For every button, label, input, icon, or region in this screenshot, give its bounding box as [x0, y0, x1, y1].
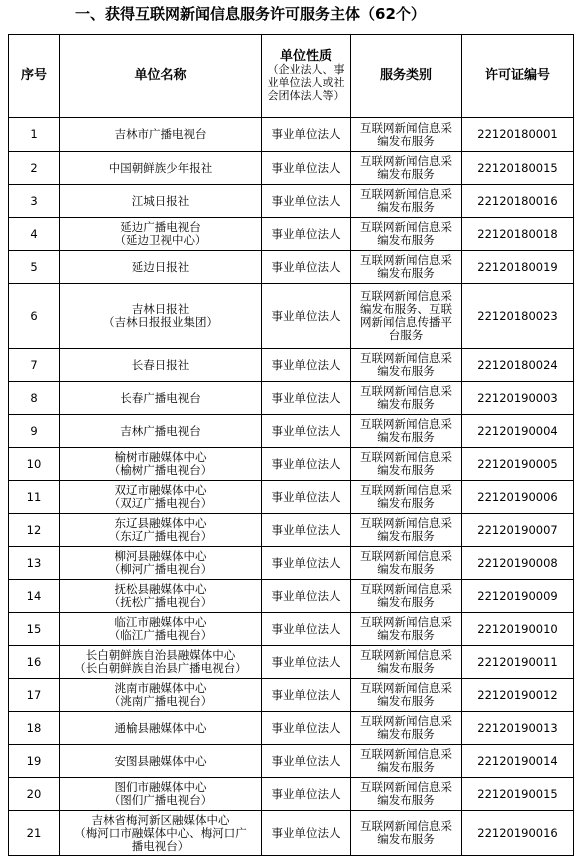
cell-name-line: （抚松广播电视台）: [108, 595, 213, 609]
cell-name-line: 双辽市融媒体中心: [114, 483, 207, 497]
cell-license: 22120180015: [462, 152, 574, 185]
cell-seq: 20: [9, 778, 60, 811]
cell-service-line: 互联网新闻信息采: [360, 154, 452, 168]
cell-service-line: 互联网新闻信息采: [360, 450, 452, 464]
cell-name-line: 柳河县融媒体中心: [114, 549, 207, 563]
cell-license: 22120190012: [462, 679, 574, 712]
cell-nature: 事业单位法人: [262, 415, 351, 448]
cell-service-line: 编发布服务: [377, 233, 435, 247]
cell-license: 22120180018: [462, 218, 574, 251]
table-row: [9, 481, 574, 514]
cell-service: [351, 118, 462, 152]
cell-service-line: 互联网新闻信息采: [360, 648, 452, 662]
cell-name-line: 延边广播电视台: [120, 220, 201, 234]
cell-seq: 15: [9, 613, 60, 646]
table-row: [9, 613, 574, 646]
cell-name-line: 图们市融媒体中心: [114, 780, 207, 794]
cell-service-line: 互联网新闻信息采: [360, 747, 452, 761]
cell-service-line: 编发布服务、互联: [360, 302, 452, 316]
cell-seq: 17: [9, 679, 60, 712]
licensed-entities-table: [8, 34, 574, 856]
cell-seq: 7: [9, 349, 60, 382]
cell-name: [60, 646, 262, 679]
cell-service-line: 编发布服务: [377, 200, 435, 214]
cell-service-line: 编发布服务: [377, 694, 435, 708]
cell-name: [60, 382, 262, 415]
table-row: [9, 284, 574, 349]
cell-name-line: 长春广播电视台: [120, 390, 201, 405]
cell-nature: 事业单位法人: [262, 778, 351, 811]
cell-seq: 1: [9, 118, 60, 152]
cell-service-line: 编发布服务: [377, 463, 435, 477]
cell-name-line: 中国朝鲜族少年报社: [108, 160, 213, 175]
cell-name-line: 榆树市融媒体中心: [114, 450, 207, 464]
cell-service: [351, 382, 462, 415]
cell-service-line: 互联网新闻信息采: [360, 253, 452, 267]
cell-license: 22120190003: [462, 382, 574, 415]
cell-name-line: （吉林日报报业集团）: [103, 315, 218, 329]
cell-seq: 5: [9, 251, 60, 284]
cell-name-line: 吉林广播电视台: [120, 423, 201, 438]
cell-license: 22120190015: [462, 778, 574, 811]
header-nature-main: 单位性质: [279, 49, 332, 64]
table-row: [9, 382, 574, 415]
cell-service-line: 编发布服务: [377, 832, 435, 846]
cell-name-line: （延边卫视中心）: [114, 233, 207, 247]
cell-service: [351, 218, 462, 251]
cell-name-line: 吉林省梅河新区融媒体中心: [91, 812, 230, 827]
cell-service-line: 编发布服务: [377, 397, 435, 411]
cell-service-line: 台服务: [388, 328, 424, 342]
cell-name: [60, 481, 262, 514]
table-row: [9, 811, 574, 856]
cell-service-line: 编发布服务: [377, 133, 435, 148]
cell-service-line: 互联网新闻信息采: [360, 220, 452, 234]
table-row: [9, 514, 574, 547]
cell-service-line: 互联网新闻信息采: [360, 417, 452, 431]
cell-license: 22120190014: [462, 745, 574, 778]
cell-nature: 事业单位法人: [262, 284, 351, 349]
cell-name: [60, 284, 262, 349]
cell-seq: 6: [9, 284, 60, 349]
cell-name-line: （双辽广播电视台）: [108, 496, 213, 510]
cell-license: 22120190016: [462, 811, 574, 856]
cell-nature: 事业单位法人: [262, 218, 351, 251]
cell-name-line: （东辽广播电视台）: [108, 529, 213, 543]
cell-service: [351, 745, 462, 778]
cell-license: 22120190007: [462, 514, 574, 547]
cell-name-line: 临江市融媒体中心: [114, 615, 207, 629]
cell-service: [351, 448, 462, 481]
table-row: [9, 415, 574, 448]
cell-nature: 事业单位法人: [262, 646, 351, 679]
cell-license: 22120190009: [462, 580, 574, 613]
cell-service-line: 编发布服务: [377, 364, 435, 378]
cell-service-line: 编发布服务: [377, 430, 435, 444]
cell-seq: 19: [9, 745, 60, 778]
cell-name: [60, 218, 262, 251]
cell-license: 22120180019: [462, 251, 574, 284]
cell-license: 22120180016: [462, 185, 574, 218]
cell-service: [351, 613, 462, 646]
cell-service: [351, 251, 462, 284]
cell-name-line: 长春日报社: [131, 357, 190, 372]
cell-nature: 事业单位法人: [262, 152, 351, 185]
cell-license: 22120190005: [462, 448, 574, 481]
cell-nature: 事业单位法人: [262, 745, 351, 778]
cell-license: 22120190004: [462, 415, 574, 448]
cell-seq: 4: [9, 218, 60, 251]
cell-seq: 10: [9, 448, 60, 481]
cell-nature: 事业单位法人: [262, 547, 351, 580]
cell-license: 22120190010: [462, 613, 574, 646]
cell-name: [60, 778, 262, 811]
cell-service: [351, 152, 462, 185]
table-header-row: [9, 35, 574, 118]
header-license: 许可证编号: [462, 35, 574, 118]
cell-name: [60, 349, 262, 382]
cell-nature: 事业单位法人: [262, 580, 351, 613]
table-row: [9, 547, 574, 580]
cell-seq: 8: [9, 382, 60, 415]
cell-name-line: 延边日报社: [131, 259, 190, 274]
cell-service-line: 互联网新闻信息采: [360, 714, 452, 728]
cell-service-line: 互联网新闻信息采: [360, 582, 452, 596]
cell-name-line: 吉林市广播电视台: [114, 127, 207, 141]
cell-service-line: 编发布服务: [377, 496, 435, 510]
cell-service-line: 编发布服务: [377, 595, 435, 609]
table-row: [9, 580, 574, 613]
cell-seq: 2: [9, 152, 60, 185]
cell-nature: 事业单位法人: [262, 118, 351, 152]
cell-service-line: 编发布服务: [377, 562, 435, 576]
cell-service: [351, 415, 462, 448]
cell-name-line: （柳河广播电视台）: [108, 562, 213, 576]
table-row: [9, 218, 574, 251]
cell-service: [351, 811, 462, 856]
cell-service-line: 编发布服务: [377, 529, 435, 543]
cell-name: [60, 745, 262, 778]
cell-license: 22120180024: [462, 349, 574, 382]
cell-seq: 21: [9, 811, 60, 856]
cell-name-line: （图们广播电视台）: [108, 793, 213, 807]
cell-name-line: 东辽县融媒体中心: [114, 516, 207, 530]
cell-name: [60, 613, 262, 646]
header-nature: [262, 35, 351, 118]
cell-service: [351, 284, 462, 349]
cell-service-line: 互联网新闻信息采: [360, 120, 452, 135]
cell-name: [60, 185, 262, 218]
header-seq: 序号: [9, 35, 60, 118]
cell-service-line: 互联网新闻信息采: [360, 483, 452, 497]
cell-service: [351, 547, 462, 580]
cell-nature: 事业单位法人: [262, 613, 351, 646]
cell-license: 22120180001: [462, 118, 574, 152]
cell-service-line: 互联网新闻信息采: [360, 516, 452, 530]
cell-name-line: 通榆县融媒体中心: [114, 720, 207, 735]
cell-nature: 事业单位法人: [262, 481, 351, 514]
cell-nature: 事业单位法人: [262, 185, 351, 218]
cell-nature: 事业单位法人: [262, 382, 351, 415]
table-row: [9, 185, 574, 218]
cell-name-line: （梅河口市融媒体中心、梅河口广: [74, 825, 247, 840]
cell-service-line: 编发布服务: [377, 793, 435, 807]
cell-service-line: 互联网新闻信息采: [360, 780, 452, 794]
cell-seq: 9: [9, 415, 60, 448]
table-row: [9, 349, 574, 382]
cell-license: 22120190013: [462, 712, 574, 745]
cell-seq: 18: [9, 712, 60, 745]
cell-nature: 事业单位法人: [262, 811, 351, 856]
cell-service-line: 互联网新闻信息采: [360, 384, 452, 398]
table-row: [9, 679, 574, 712]
cell-service: [351, 514, 462, 547]
table-body: [9, 118, 574, 856]
cell-seq: 11: [9, 481, 60, 514]
cell-name-line: 安图县融媒体中心: [114, 753, 207, 768]
cell-name-line: 播电视台）: [131, 838, 190, 853]
cell-name: [60, 152, 262, 185]
table-row: [9, 118, 574, 152]
table-row: [9, 251, 574, 284]
cell-name: [60, 448, 262, 481]
cell-service: [351, 778, 462, 811]
cell-nature: 事业单位法人: [262, 679, 351, 712]
table-row: [9, 152, 574, 185]
cell-service: [351, 646, 462, 679]
cell-service: [351, 679, 462, 712]
cell-name: [60, 811, 262, 856]
table-row: [9, 448, 574, 481]
table-row: [9, 646, 574, 679]
cell-name-line: （洮南广播电视台）: [108, 694, 213, 708]
cell-name: [60, 415, 262, 448]
cell-nature: 事业单位法人: [262, 514, 351, 547]
cell-name: [60, 514, 262, 547]
cell-service: [351, 580, 462, 613]
cell-service: [351, 481, 462, 514]
cell-service-line: 编发布服务: [377, 266, 435, 280]
cell-nature: 事业单位法人: [262, 251, 351, 284]
cell-license: 22120190011: [462, 646, 574, 679]
cell-service-line: 互联网新闻信息采: [360, 549, 452, 563]
cell-license: 22120190008: [462, 547, 574, 580]
cell-license: 22120190006: [462, 481, 574, 514]
cell-license: 22120180023: [462, 284, 574, 349]
table-row: [9, 778, 574, 811]
cell-service-line: 编发布服务: [377, 760, 435, 774]
header-name: 单位名称: [60, 35, 262, 118]
cell-service-line: 编发布服务: [377, 167, 435, 181]
cell-name-line: （长白朝鲜族自治县广播电视台）: [74, 661, 247, 675]
cell-name: [60, 712, 262, 745]
cell-name-line: （榆树广播电视台）: [108, 463, 213, 477]
cell-seq: 12: [9, 514, 60, 547]
cell-name: [60, 580, 262, 613]
cell-seq: 13: [9, 547, 60, 580]
cell-service-line: 互联网新闻信息采: [360, 819, 452, 833]
cell-name-line: （临江广播电视台）: [108, 628, 213, 642]
cell-service: [351, 349, 462, 382]
cell-name-line: 洮南市融媒体中心: [114, 681, 207, 695]
cell-seq: 16: [9, 646, 60, 679]
cell-seq: 3: [9, 185, 60, 218]
cell-service-line: 网新闻信息传播平: [360, 315, 452, 329]
cell-name-line: 抚松县融媒体中心: [114, 582, 207, 596]
cell-service-line: 互联网新闻信息采: [360, 681, 452, 695]
cell-name: [60, 679, 262, 712]
cell-service: [351, 185, 462, 218]
cell-nature: 事业单位法人: [262, 349, 351, 382]
header-nature-sub: （企业法人、事业单位法人或社会团体法人等）: [267, 63, 345, 102]
cell-service-line: 互联网新闻信息采: [360, 187, 452, 201]
cell-name: [60, 547, 262, 580]
header-service: 服务类别: [351, 35, 462, 118]
cell-name-line: 江城日报社: [131, 193, 190, 208]
cell-name-line: 长白朝鲜族自治县融媒体中心: [85, 648, 236, 662]
cell-name-line: 吉林日报社: [131, 302, 190, 316]
cell-nature: 事业单位法人: [262, 448, 351, 481]
cell-service-line: 编发布服务: [377, 727, 435, 741]
cell-nature: 事业单位法人: [262, 712, 351, 745]
table-row: [9, 745, 574, 778]
page-title: 一、获得互联网新闻信息服务许可服务主体（62个）: [75, 5, 426, 23]
cell-name: [60, 251, 262, 284]
cell-service-line: 互联网新闻信息采: [360, 615, 452, 629]
cell-seq: 14: [9, 580, 60, 613]
cell-service-line: 互联网新闻信息采: [360, 351, 452, 365]
cell-name: [60, 118, 262, 152]
cell-service-line: 互联网新闻信息采: [360, 289, 452, 303]
cell-service-line: 编发布服务: [377, 628, 435, 642]
table-row: [9, 712, 574, 745]
cell-service-line: 编发布服务: [377, 661, 435, 675]
cell-service: [351, 712, 462, 745]
